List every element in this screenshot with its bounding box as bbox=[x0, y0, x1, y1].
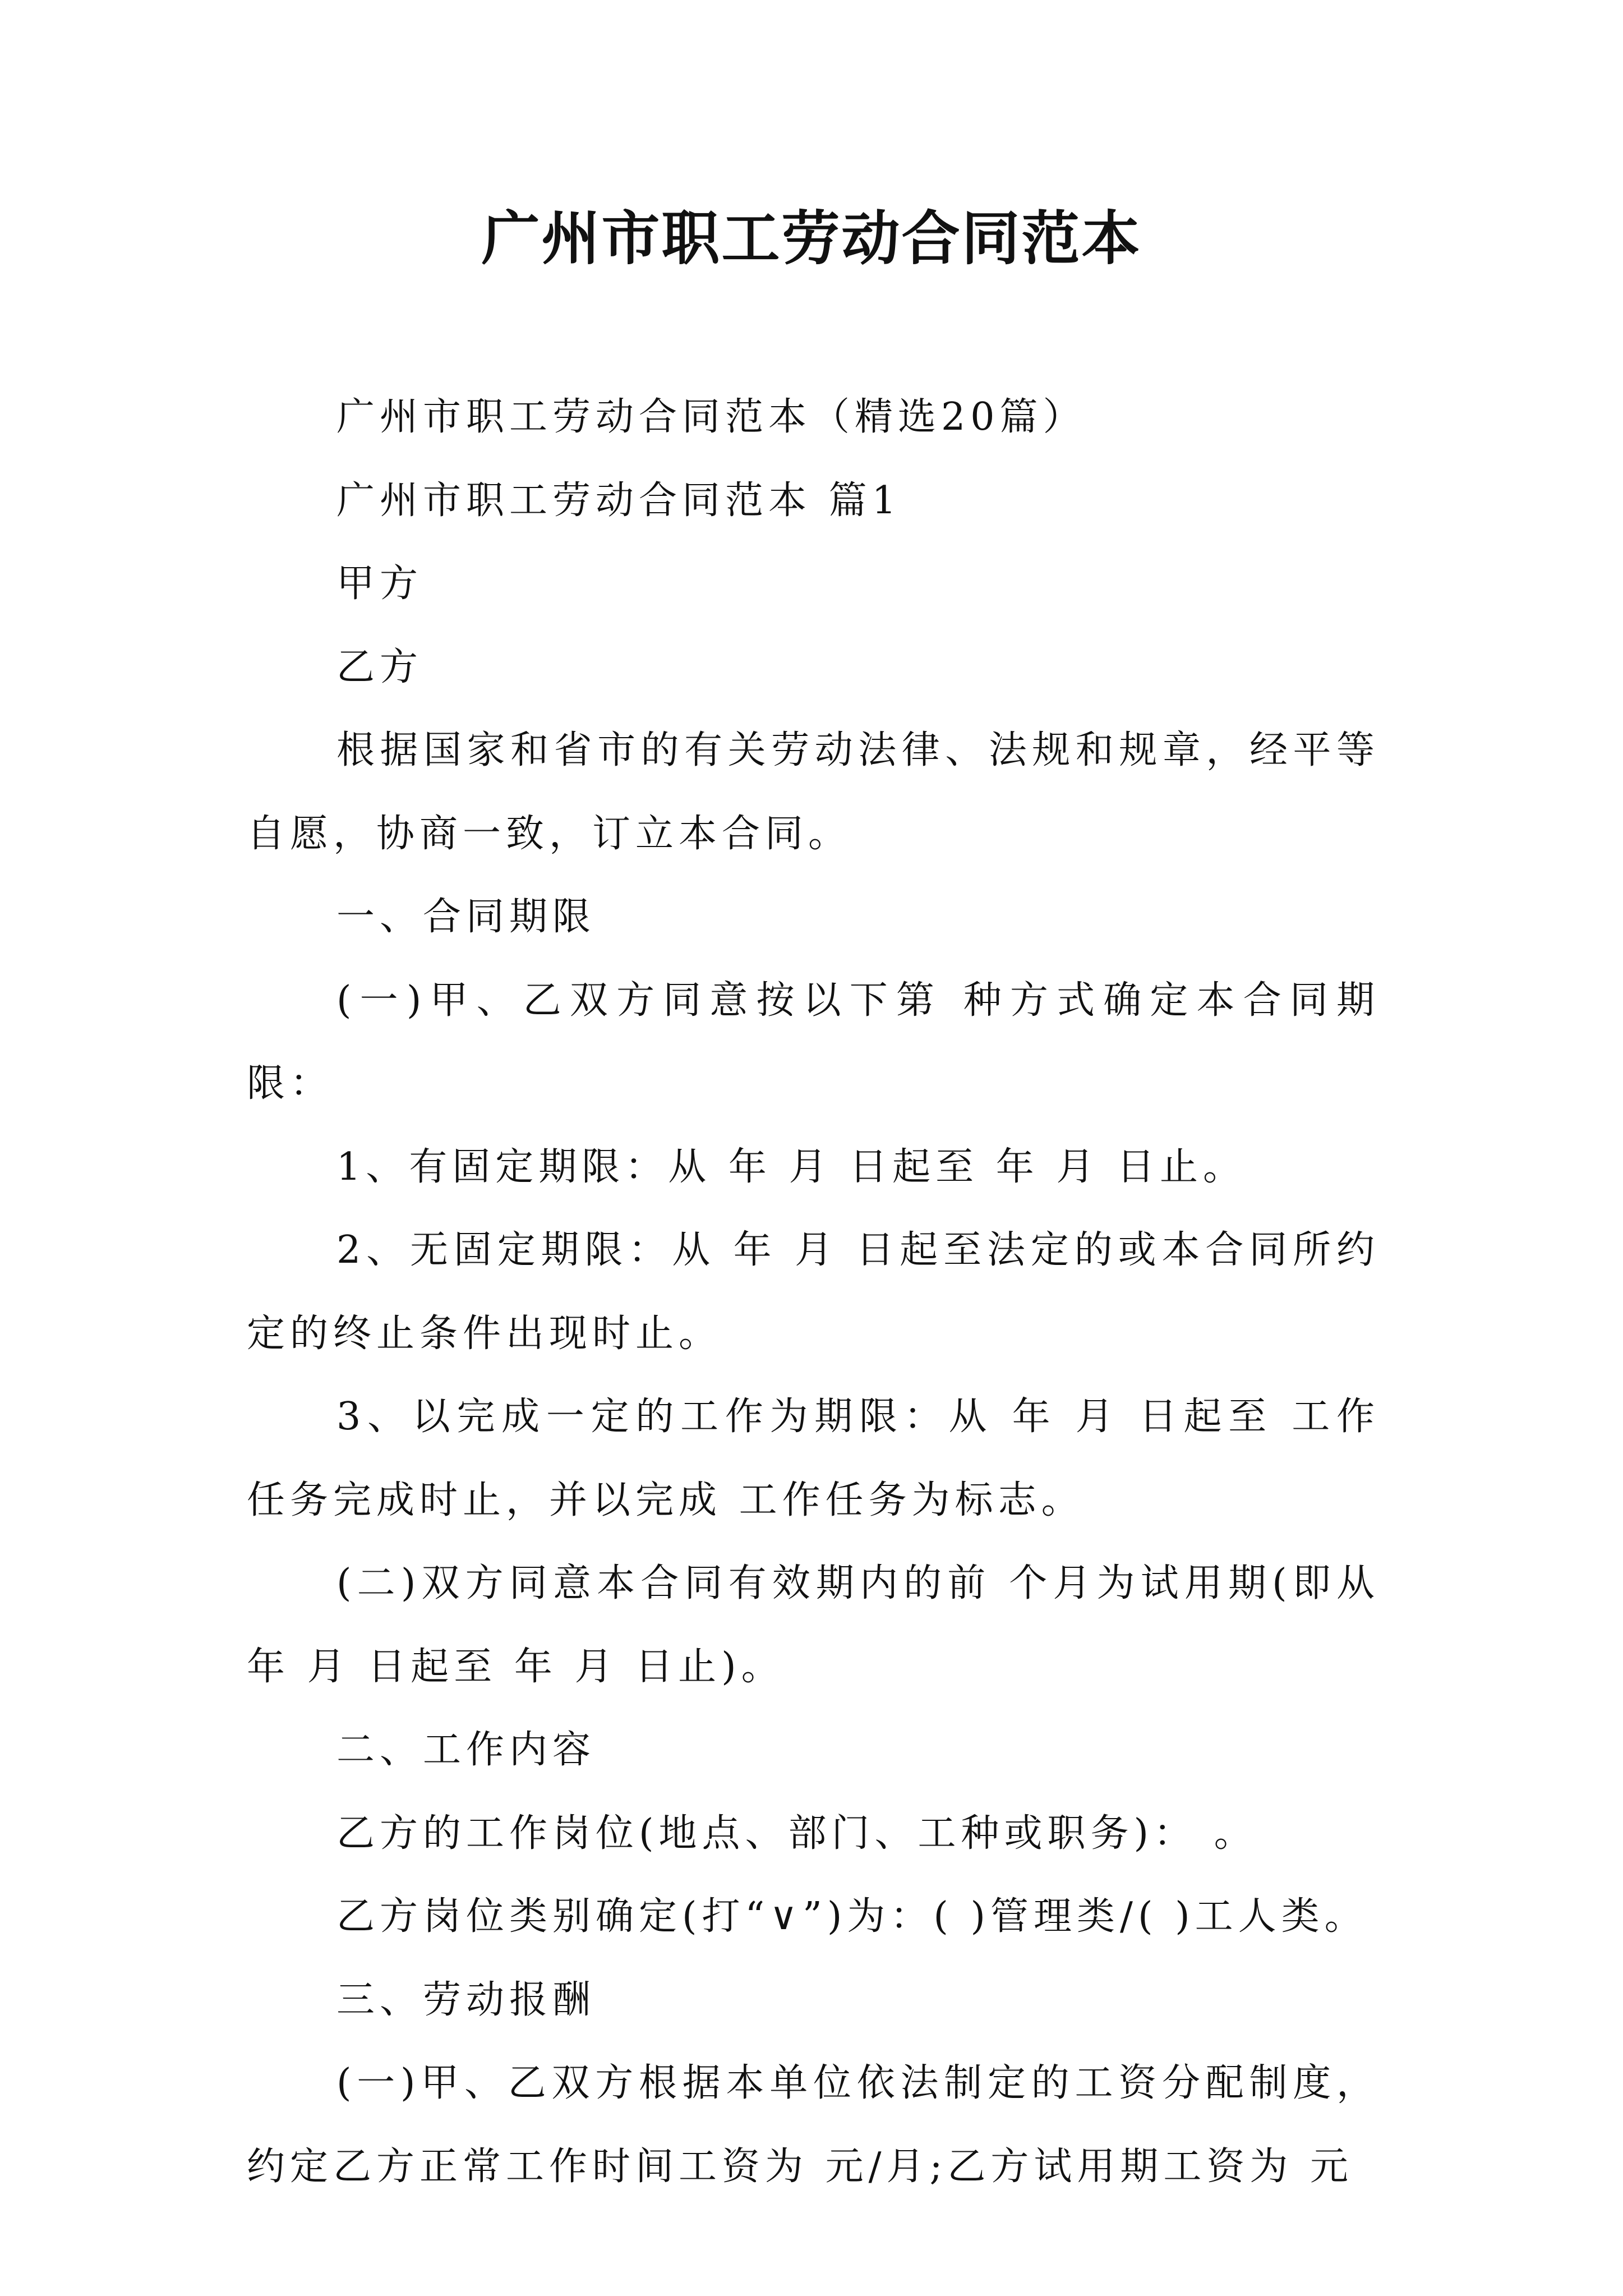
heading-remuneration: 三、劳动报酬 bbox=[336, 1977, 596, 2022]
paragraph-fixed-term: 1、有固定期限：从 年 月 日起至 年 月 日止。 bbox=[336, 1144, 1246, 1189]
paragraph-work-position: 乙方的工作岗位(地点、部门、工种或职务)： 。 bbox=[336, 1811, 1257, 1856]
heading-work-content: 二、工作内容 bbox=[336, 1728, 596, 1772]
paragraph-preamble: 根据国家和省市的有关劳动法律、法规和规章，经平等自愿，协商一致，订立本合同。 bbox=[247, 728, 1380, 856]
paragraph-position-category: 乙方岗位类别确定(打“∨”)为：( )管理类/( )工人类。 bbox=[336, 1894, 1368, 1939]
paragraph-probation: (二)双方同意本合同有效期内的前 个月为试用期(即从 年 月 日起至 年 月 日止)。 bbox=[247, 1561, 1380, 1689]
paragraph-term-method: (一)甲、乙双方同意按以下第 种方式确定本合同期限： bbox=[247, 978, 1380, 1106]
paragraph-party-b: 乙方 bbox=[336, 645, 423, 689]
heading-contract-term: 一、合同期限 bbox=[336, 895, 596, 939]
paragraph-party-a: 甲方 bbox=[336, 562, 423, 606]
paragraph-wage: (一)甲、乙双方根据本单位依法制定的工资分配制度，约定乙方正常工作时间工资为 元/月;乙方试用期工资为 元 bbox=[247, 2061, 1380, 2189]
paragraph-section-heading: 广州市职工劳动合同范本 篇1 bbox=[336, 478, 901, 523]
paragraph-subtitle: 广州市职工劳动合同范本（精选20篇） bbox=[336, 395, 1086, 439]
paragraph-task-term: 3、以完成一定的工作为期限：从 年 月 日起至 工作任务完成时止，并以完成 工作任务为标志。 bbox=[247, 1395, 1380, 1522]
document-title: 广州市职工劳动合同范本 bbox=[481, 204, 1142, 273]
paragraph-open-term: 2、无固定期限：从 年 月 日起至法定的或本合同所约定的终止条件出现时止。 bbox=[247, 1228, 1380, 1356]
document-body bbox=[247, 376, 1380, 2208]
